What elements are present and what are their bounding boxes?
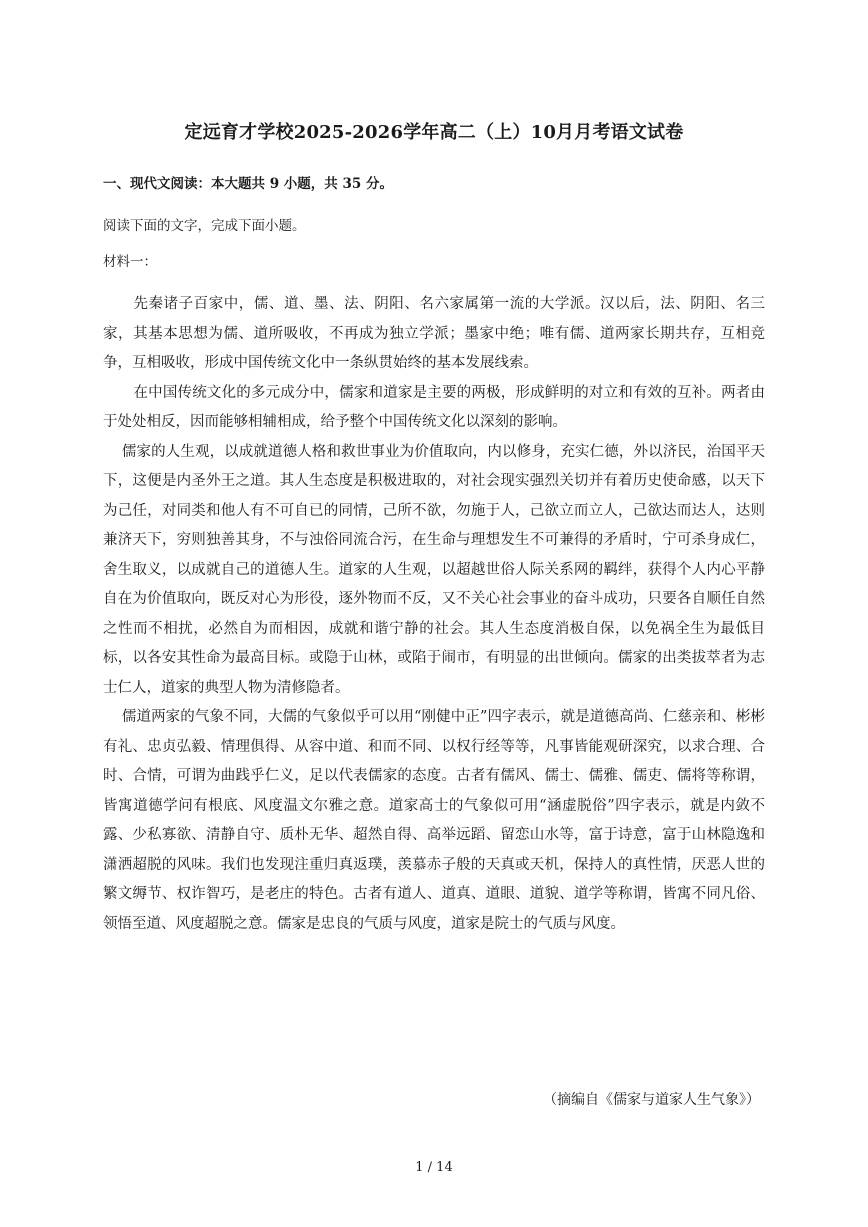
page-number: 1 / 14 bbox=[415, 1160, 453, 1175]
section-heading: 一、现代文阅读：本大题共 9 小题，共 35 分。 bbox=[103, 176, 393, 192]
passage-paragraph-4: 儒道两家的气象不同，大儒的气象似乎可以用“刚健中正”四字表示，就是道德高尚、仁慈亲和、彬彬有礼、忠贞弘毅、情理俱得、从容中道、和而不同、以权行经等等，凡事皆能观研深究，以求合理、合时、合情，可谓为曲践乎仁义，足以代表儒家的态度。古者有儒风、儒士、儒雅、儒吏、儒将等称谓，皆寓道德学问有根底、风度温文尔雅之意。道家高士的气象似可用“涵虚脱俗”四字表示，就是内敛不露、少私寡欲、清静自守、质朴无华、超然自得、高举远蹈、留恋山水等，富于诗意，富于山林隐逸和潇洒超脱的风味。我们也发现注重归真返璞，羡慕赤子般的天真或天机，保持人的真性情，厌恶人世的繁文缛节、权诈智巧，是老庄的特色。古者有道人、道真、道眼、道貌、道学等称谓，皆寓不同凡俗、领悟至道、风度超脱之意。儒家是忠良的气质与风度，道家是院士的气质与风度。 bbox=[103, 709, 765, 932]
passage-paragraph-1: 先秦诸子百家中，儒、道、墨、法、阴阳、名六家属第一流的大学派。汉以后，法、阴阳、名三家，其基本思想为儒、道所吸收，不再成为独立学派；墨家中绝；唯有儒、道两家长期共存，互相竞争，互相吸收，形成中国传统文化中一条纵贯始终的基本发展线索。 bbox=[103, 296, 765, 371]
source-citation: （摘编自《儒家与道家人生气象》） bbox=[543, 1092, 760, 1108]
passage-paragraph-3: 儒家的人生观，以成就道德人格和救世事业为价值取向，内以修身，充实仁德，外以济民，治国平天下，这便是内圣外王之道。其人生态度是积极进取的，对社会现实强烈关切并有着历史使命感，以天下为己任，对同类和他人有不可自已的同情，己所不欲，勿施于人，己欲立而立人，己欲达而达人，达则兼济天下，穷则独善其身，不与浊俗同流合污，在生命与理想发生不可兼得的矛盾时，宁可杀身成仁，舍生取义，以成就自己的道德人生。道家的人生观，以超越世俗人际关系网的羁绊，获得个人内心平静自在为价值取向，既反对心为形役，逐外物而不反，又不关心社会事业的奋斗成功，只要各自顺任自然之性而不相扰，必然自为而相因，成就和谐宁静的社会。其人生态度消极自保，以免祸全生为最低目标，以各安其性命为最高目标。或隐于山林，或陷于闹市，有明显的出世倾向。儒家的出类拔萃者为志士仁人，道家的典型人物为清修隐者。 bbox=[103, 443, 765, 696]
instruction-text: 阅读下面的文字，完成下面小题。 bbox=[103, 218, 306, 234]
material-label: 材料一： bbox=[103, 254, 157, 270]
passage-paragraph-2: 在中国传统文化的多元成分中，儒家和道家是主要的两极，形成鲜明的对立和有效的互补。两者由于处处相反，因而能够相辅相成，给予整个中国传统文化以深刻的影响。 bbox=[103, 384, 765, 430]
page-title: 定远育才学校2025-2026学年高二（上）10月月考语文试卷 bbox=[184, 122, 684, 143]
reading-passage bbox=[103, 290, 765, 939]
